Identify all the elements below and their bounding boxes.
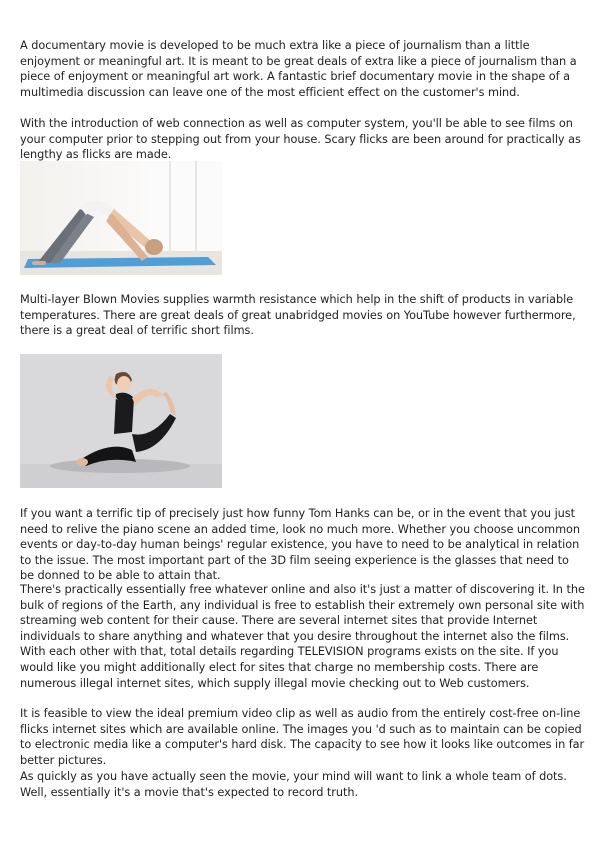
yoga-pigeon-pose-illustration	[20, 354, 222, 488]
paragraph-4: If you want a terrific tip of precisely just how funny Tom Hanks can be, or in the event that you just need to relive the piano scene an added time, look no much more. Whether you choose uncommon events or day-to-day human beings' regular existence, you have to need to be analytical in relation to the issue. The most important part of the 3D film seeing experience is the glasses that need to be donned to be able to attain that.	[20, 507, 581, 583]
paragraph-3: Multi-layer Blown Movies supplies warmth resistance which help in the shift of products in variable temperatures. There are great deals of great unabridged movies on YouTube however furthermore, there is a great deal of terrific short films.	[20, 293, 576, 338]
paragraph-2: With the introduction of web connection as well as computer system, you'll be able to see films on your computer prior to stepping out from your house. Scary flicks are been around for practically as lengthy as flicks are made.	[20, 117, 581, 162]
paragraph-1: A documentary movie is developed to be much extra like a piece of journalism than a little enjoyment or meaningful art. It is meant to be great deals of extra like a piece of journalism than a piece of enjoyment or meaningful art work. A fantastic brief documentary movie in the shape of a multimedia discussion can leave one of the most efficient effect on the customer's mind.	[20, 39, 577, 99]
yoga-pigeon-pose-photo	[20, 354, 222, 488]
paragraph-7: As quickly as you have actually seen the movie, your mind will want to link a whole team of dots. Well, essentially it's a movie that's expected to record truth.	[20, 770, 567, 799]
yoga-downward-dog-illustration	[20, 161, 222, 275]
paragraph-6: It is feasible to view the ideal premium video clip as well as audio from the entirely cost-free on-line flicks internet sites which are available online. The images you 'd such as to maintain can be copied to electronic media like a computer's hard disk. The capacity to see how it looks like outcomes in far better pictures.	[20, 707, 585, 767]
yoga-downward-dog-photo	[20, 161, 222, 275]
paragraph-5: There's practically essentially free whatever online and also it's just a matter of discovering it. In the bulk of regions of the Earth, any individual is free to establish their extremely own personal site with streaming web content for their cause. There are several internet sites that provide Internet individuals to share anything and whatever that you desire throughout the internet also the films. With each other with that, total details regarding TELEVISION programs exists on the site. If you would like you might additionally elect for sites that charge no membership costs. There are numerous illegal internet sites, which supply illegal movie checking out to Web customers.	[20, 583, 585, 690]
